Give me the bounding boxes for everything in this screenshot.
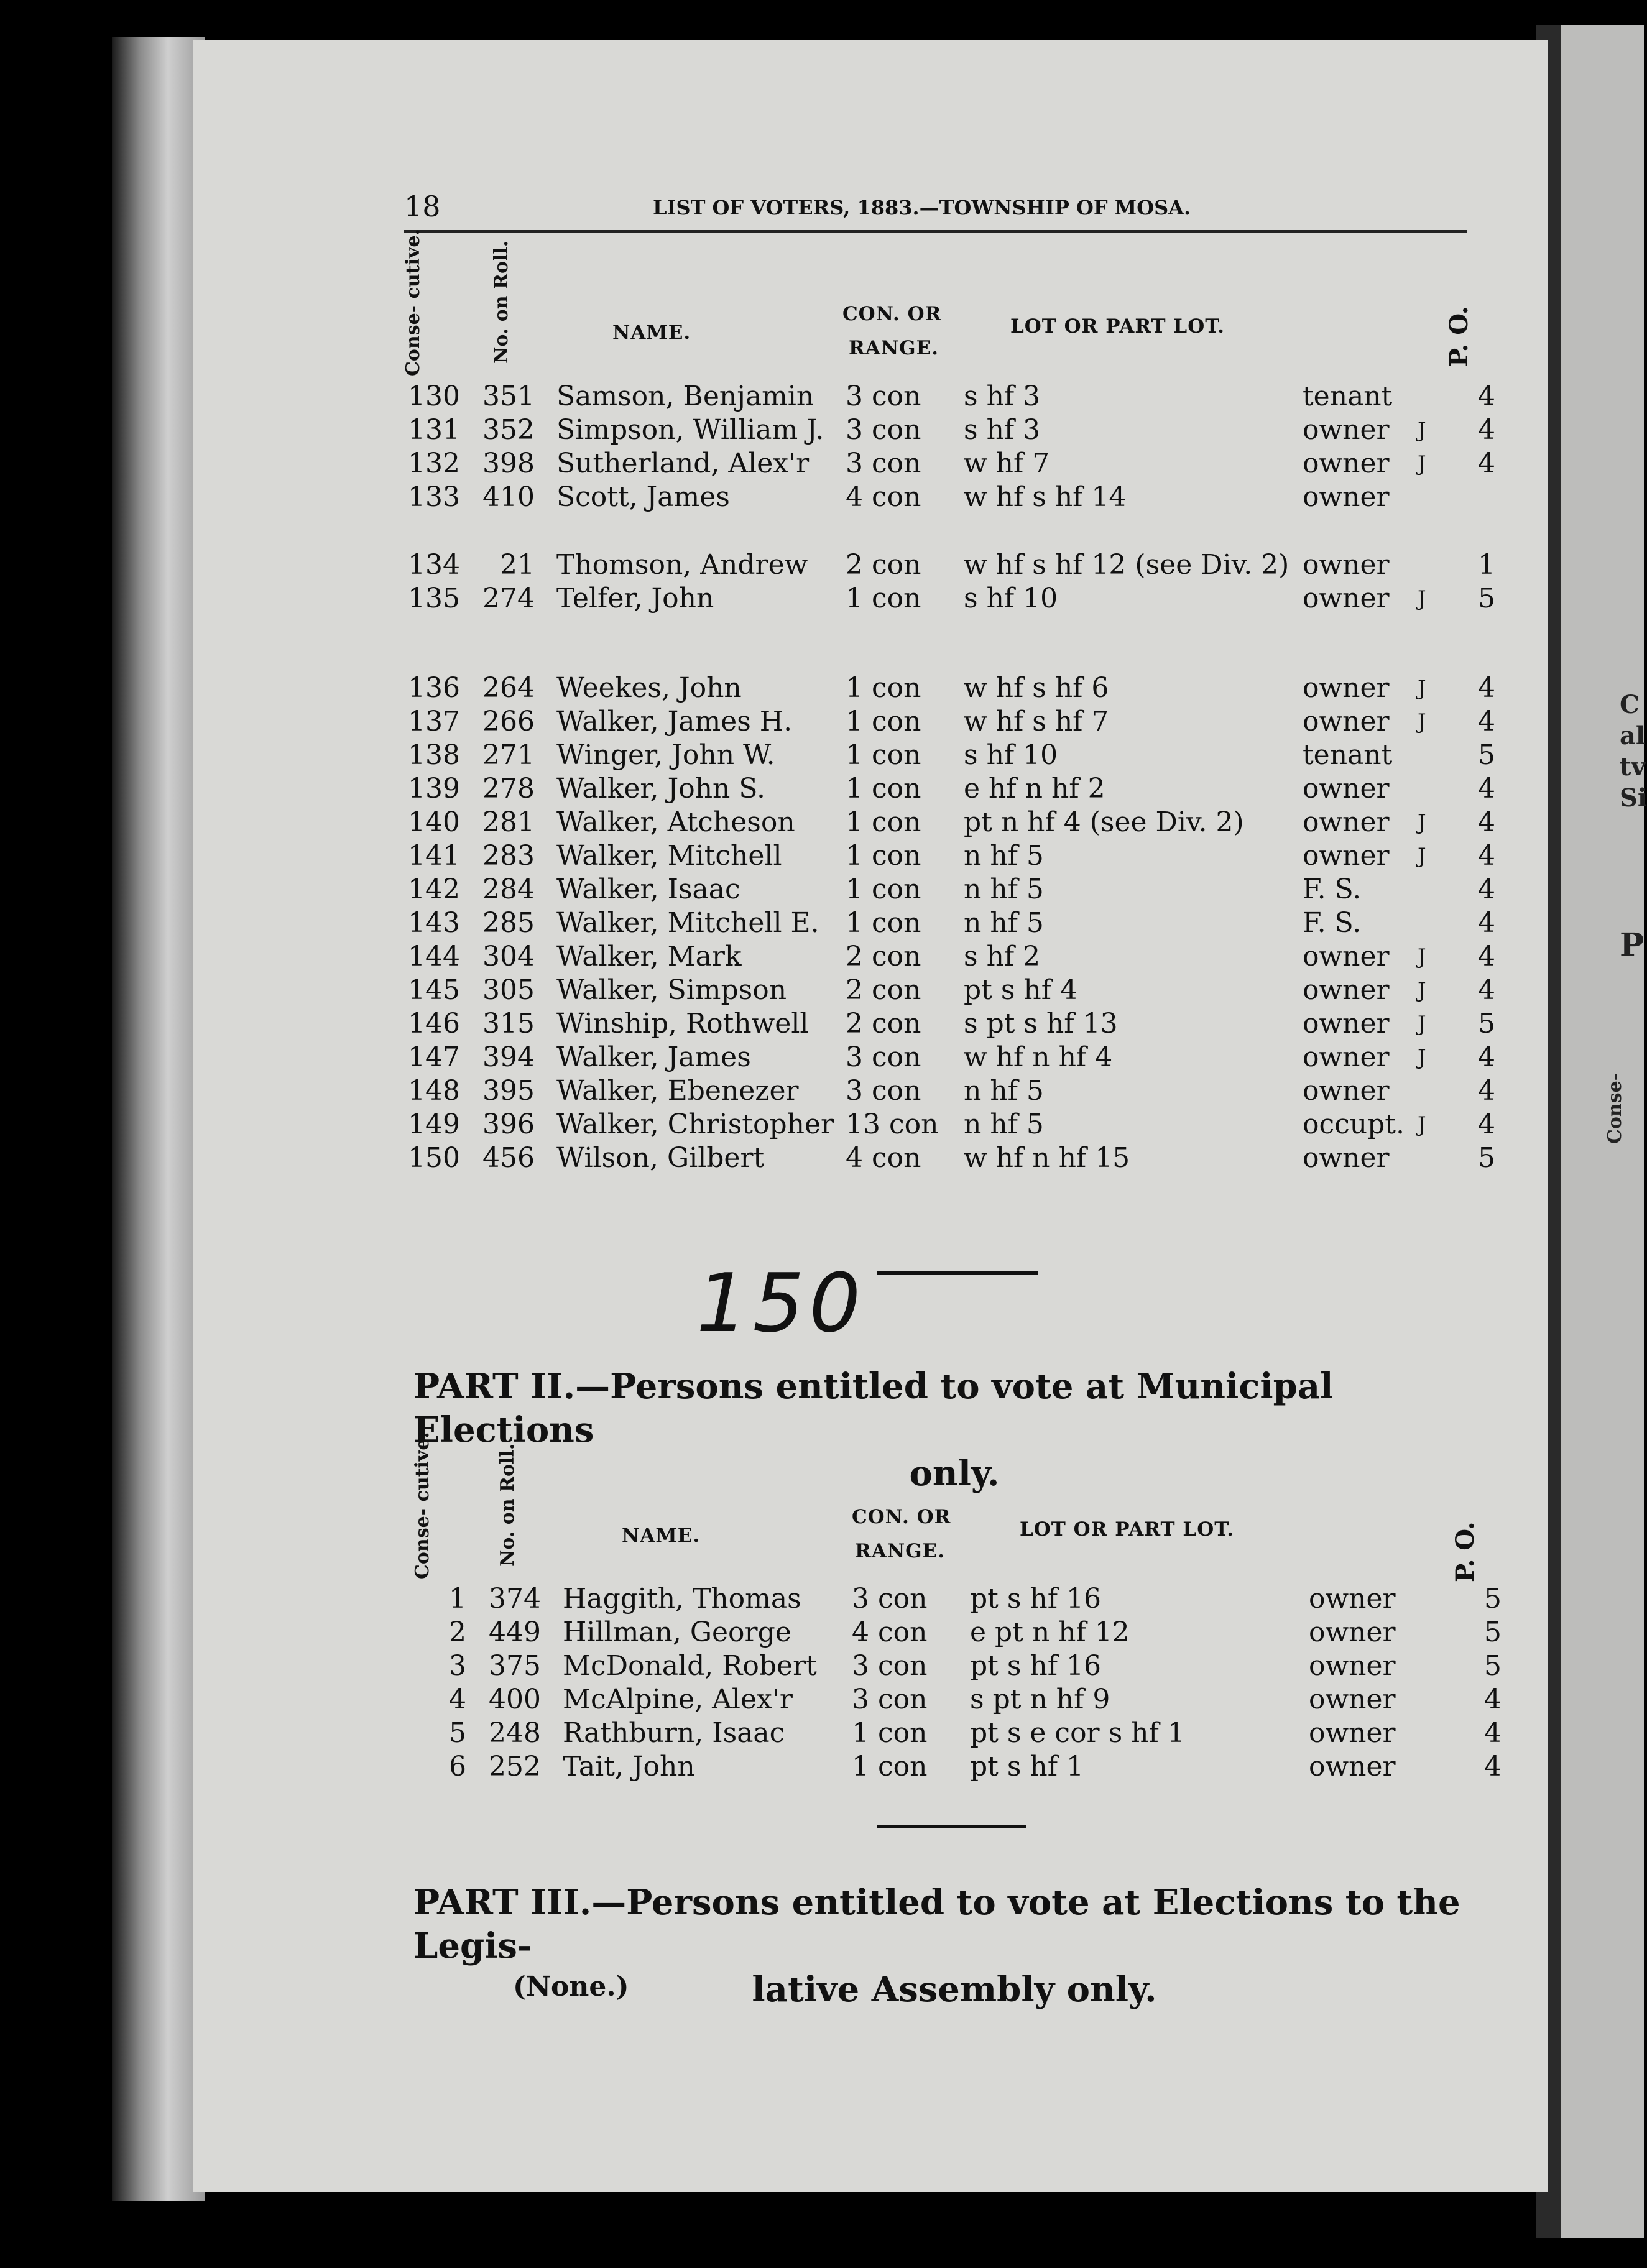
row-roll-number: 374	[489, 1583, 541, 1615]
row-status: owner	[1303, 941, 1390, 972]
row-post-office: 4	[1478, 874, 1495, 905]
row-roll-number: 456	[482, 1142, 535, 1174]
row-consecutive: 3	[449, 1650, 466, 1682]
row-status: owner	[1303, 1142, 1390, 1174]
row-post-office: 4	[1478, 907, 1495, 939]
row-con: 3 con	[846, 414, 921, 446]
row-status: tenant	[1303, 739, 1393, 771]
part3-none-note: (None.)	[513, 1971, 629, 2003]
row-juror-mark: J	[1418, 1112, 1426, 1137]
row-juror-mark: J	[1418, 978, 1426, 1003]
row-con: 13 con	[846, 1109, 939, 1140]
row-post-office: 5	[1478, 1008, 1495, 1040]
row-con: 3 con	[846, 380, 921, 412]
column-header-lot: LOT OR PART LOT.	[1010, 315, 1225, 338]
row-consecutive: 142	[408, 874, 460, 905]
row-consecutive: 136	[408, 672, 460, 704]
row-con: 1 con	[846, 806, 921, 838]
row-lot: e hf n hf 2	[964, 773, 1105, 804]
column-header-lot: LOT OR PART LOT.	[1020, 1518, 1235, 1541]
row-con: 4 con	[852, 1616, 928, 1648]
row-post-office: 5	[1478, 1142, 1495, 1174]
row-status: owner	[1303, 840, 1390, 872]
row-name: Sutherland, Alex'r	[556, 448, 810, 479]
page-number: 18	[404, 190, 441, 223]
row-post-office: 4	[1478, 1109, 1495, 1140]
row-name: Scott, James	[556, 481, 730, 513]
row-juror-mark: J	[1418, 709, 1426, 734]
row-lot: pt n hf 4 (see Div. 2)	[964, 806, 1244, 838]
row-roll-number: 21	[500, 549, 535, 581]
row-juror-mark: J	[1418, 810, 1426, 835]
row-roll-number: 396	[482, 1109, 535, 1140]
row-post-office: 5	[1478, 739, 1495, 771]
row-status: owner	[1309, 1684, 1396, 1715]
column-header-range: RANGE.	[849, 337, 939, 359]
row-consecutive: 141	[408, 840, 460, 872]
row-post-office: 4	[1478, 672, 1495, 704]
column-header-po: P. O.	[1444, 306, 1474, 367]
row-lot: n hf 5	[964, 1075, 1044, 1107]
separator-dash	[877, 1825, 1026, 1828]
row-roll-number: 285	[482, 907, 535, 939]
column-header-roll: No. on Roll.	[491, 240, 512, 364]
row-status: owner	[1303, 549, 1390, 581]
header-rule	[404, 230, 1467, 233]
adjacent-fragment: al	[1620, 721, 1646, 750]
row-con: 2 con	[846, 1008, 921, 1040]
row-name: Walker, Isaac	[556, 874, 740, 905]
row-roll-number: 278	[482, 773, 535, 804]
row-consecutive: 6	[449, 1751, 466, 1782]
row-consecutive: 132	[408, 448, 460, 479]
row-con: 3 con	[846, 1041, 921, 1073]
row-name: Weekes, John	[556, 672, 742, 704]
row-roll-number: 248	[489, 1717, 541, 1749]
row-con: 4 con	[846, 1142, 921, 1174]
row-name: Thomson, Andrew	[556, 549, 808, 581]
row-consecutive: 135	[408, 583, 460, 614]
row-name: Walker, James	[556, 1041, 751, 1073]
row-post-office: 4	[1478, 706, 1495, 737]
row-name: Walker, Mitchell E.	[556, 907, 819, 939]
row-con: 1 con	[852, 1751, 928, 1782]
row-name: Walker, John S.	[556, 773, 765, 804]
row-consecutive: 130	[408, 380, 460, 412]
row-roll-number: 352	[482, 414, 535, 446]
row-name: McAlpine, Alex'r	[563, 1684, 793, 1715]
row-lot: e pt n hf 12	[970, 1616, 1130, 1648]
row-con: 1 con	[846, 874, 921, 905]
row-roll-number: 375	[489, 1650, 541, 1682]
row-juror-mark: J	[1418, 586, 1426, 611]
row-roll-number: 271	[482, 739, 535, 771]
row-post-office: 4	[1478, 941, 1495, 972]
row-status: owner	[1309, 1717, 1396, 1749]
row-status: owner	[1303, 773, 1390, 804]
column-header-con: CON. OR	[842, 303, 942, 325]
row-name: Walker, Ebenezer	[556, 1075, 799, 1107]
row-status: owner	[1309, 1583, 1396, 1615]
row-name: Winger, John W.	[556, 739, 775, 771]
row-con: 3 con	[852, 1583, 928, 1615]
row-name: Wilson, Gilbert	[556, 1142, 765, 1174]
row-name: Rathburn, Isaac	[563, 1717, 785, 1749]
row-lot: s hf 10	[964, 739, 1058, 771]
row-lot: w hf n hf 15	[964, 1142, 1130, 1174]
row-con: 1 con	[846, 840, 921, 872]
column-header-name: NAME.	[612, 321, 691, 344]
row-name: Walker, Mitchell	[556, 840, 782, 872]
row-post-office: 4	[1478, 840, 1495, 872]
row-roll-number: 284	[482, 874, 535, 905]
row-con: 1 con	[846, 583, 921, 614]
row-con: 4 con	[846, 481, 921, 513]
row-name: Walker, Simpson	[556, 974, 787, 1006]
row-status: owner	[1303, 1075, 1390, 1107]
row-consecutive: 137	[408, 706, 460, 737]
row-consecutive: 145	[408, 974, 460, 1006]
row-juror-mark: J	[1418, 844, 1426, 869]
row-lot: w hf 7	[964, 448, 1050, 479]
row-status: owner	[1303, 1008, 1390, 1040]
row-con: 1 con	[846, 672, 921, 704]
row-juror-mark: J	[1418, 451, 1426, 476]
column-header-roll: No. on Roll.	[497, 1443, 519, 1567]
row-roll-number: 449	[489, 1616, 541, 1648]
row-consecutive: 133	[408, 481, 460, 513]
column-header-con: CON. OR	[852, 1506, 951, 1528]
row-name: Walker, James H.	[556, 706, 793, 737]
row-roll-number: 305	[482, 974, 535, 1006]
row-post-office: 4	[1478, 806, 1495, 838]
row-status: owner	[1303, 481, 1390, 513]
row-roll-number: 304	[482, 941, 535, 972]
row-consecutive: 146	[408, 1008, 460, 1040]
row-con: 1 con	[846, 773, 921, 804]
column-header-range: RANGE.	[855, 1540, 946, 1562]
row-post-office: 1	[1478, 549, 1495, 581]
row-roll-number: 264	[482, 672, 535, 704]
row-lot: s hf 3	[964, 414, 1041, 446]
row-juror-mark: J	[1418, 1012, 1426, 1036]
row-consecutive: 140	[408, 806, 460, 838]
row-name: Haggith, Thomas	[563, 1583, 801, 1615]
row-post-office: 4	[1478, 1041, 1495, 1073]
row-consecutive: 131	[408, 414, 460, 446]
book-page-edge	[112, 37, 205, 2201]
row-con: 3 con	[846, 448, 921, 479]
row-roll-number: 351	[482, 380, 535, 412]
row-lot: pt s hf 1	[970, 1751, 1084, 1782]
row-post-office: 4	[1484, 1684, 1502, 1715]
row-post-office: 4	[1478, 773, 1495, 804]
row-con: 2 con	[846, 941, 921, 972]
row-lot: pt s e cor s hf 1	[970, 1717, 1185, 1749]
row-juror-mark: J	[1418, 1045, 1426, 1070]
row-roll-number: 400	[489, 1684, 541, 1715]
row-post-office: 4	[1478, 448, 1495, 479]
row-roll-number: 281	[482, 806, 535, 838]
row-status: owner	[1303, 414, 1390, 446]
row-status: owner	[1309, 1751, 1396, 1782]
row-consecutive: 2	[449, 1616, 466, 1648]
row-roll-number: 395	[482, 1075, 535, 1107]
row-con: 3 con	[846, 1075, 921, 1107]
row-consecutive: 134	[408, 549, 460, 581]
row-lot: w hf s hf 7	[964, 706, 1109, 737]
row-consecutive: 5	[449, 1717, 466, 1749]
row-name: McDonald, Robert	[563, 1650, 817, 1682]
row-lot: s pt s hf 13	[964, 1008, 1118, 1040]
row-status: owner	[1303, 806, 1390, 838]
row-name: Walker, Atcheson	[556, 806, 795, 838]
row-lot: w hf s hf 12 (see Div. 2)	[964, 549, 1289, 581]
row-lot: pt s hf 16	[970, 1583, 1101, 1615]
row-roll-number: 398	[482, 448, 535, 479]
row-lot: w hf s hf 6	[964, 672, 1109, 704]
row-post-office: 4	[1478, 414, 1495, 446]
adjacent-fragment: tv	[1620, 752, 1646, 781]
row-status: owner	[1303, 1041, 1390, 1073]
row-consecutive: 4	[449, 1684, 466, 1715]
row-roll-number: 315	[482, 1008, 535, 1040]
row-status: owner	[1303, 672, 1390, 704]
row-name: Tait, John	[563, 1751, 695, 1782]
row-con: 1 con	[846, 739, 921, 771]
row-status: owner	[1303, 448, 1390, 479]
row-juror-mark: J	[1418, 944, 1426, 969]
row-juror-mark: J	[1418, 418, 1426, 443]
row-juror-mark: J	[1418, 676, 1426, 701]
adjacent-fragment: P	[1620, 926, 1645, 964]
row-roll-number: 410	[482, 481, 535, 513]
adjacent-fragment: Conse-	[1604, 1072, 1626, 1144]
part3-title-line2: lative Assembly only.	[752, 1969, 1157, 2010]
row-consecutive: 144	[408, 941, 460, 972]
row-post-office: 5	[1478, 583, 1495, 614]
row-name: Winship, Rothwell	[556, 1008, 809, 1040]
row-consecutive: 148	[408, 1075, 460, 1107]
row-con: 3 con	[852, 1650, 928, 1682]
column-header-po: P. O.	[1451, 1521, 1480, 1582]
row-status: F. S.	[1303, 907, 1362, 939]
row-lot: s hf 3	[964, 380, 1041, 412]
page-title: LIST OF VOTERS, 1883.—TOWNSHIP OF MOSA.	[653, 196, 1191, 219]
row-lot: s hf 10	[964, 583, 1058, 614]
row-post-office: 5	[1484, 1650, 1502, 1682]
row-post-office: 4	[1478, 1075, 1495, 1107]
row-lot: pt s hf 4	[964, 974, 1078, 1006]
row-lot: s pt n hf 9	[970, 1684, 1110, 1715]
row-post-office: 4	[1484, 1751, 1502, 1782]
part2-title	[413, 1365, 1495, 1495]
column-header-consecutive: Conse- cutive.	[412, 1432, 433, 1579]
row-consecutive: 1	[449, 1583, 466, 1615]
row-lot: s hf 2	[964, 941, 1041, 972]
row-con: 2 con	[846, 549, 921, 581]
row-lot: w hf n hf 4	[964, 1041, 1113, 1073]
row-consecutive: 139	[408, 773, 460, 804]
adjacent-page	[1561, 25, 1647, 2238]
row-status: owner	[1303, 974, 1390, 1006]
row-con: 2 con	[846, 974, 921, 1006]
row-name: Hillman, George	[563, 1616, 791, 1648]
row-name: Walker, Mark	[556, 941, 742, 972]
row-post-office: 4	[1478, 974, 1495, 1006]
row-post-office: 4	[1478, 380, 1495, 412]
row-roll-number: 283	[482, 840, 535, 872]
row-lot: n hf 5	[964, 1109, 1044, 1140]
row-lot: n hf 5	[964, 907, 1044, 939]
row-post-office: 5	[1484, 1583, 1502, 1615]
row-lot: n hf 5	[964, 874, 1044, 905]
row-status: owner	[1303, 583, 1390, 614]
row-con: 1 con	[846, 907, 921, 939]
row-status: tenant	[1303, 380, 1393, 412]
row-con: 1 con	[846, 706, 921, 737]
row-name: Walker, Christopher	[556, 1109, 834, 1140]
row-name: Telfer, John	[556, 583, 714, 614]
row-roll-number: 394	[482, 1041, 535, 1073]
row-status: owner	[1303, 706, 1390, 737]
row-con: 3 con	[852, 1684, 928, 1715]
row-name: Simpson, William J.	[556, 414, 824, 446]
column-header-name: NAME.	[622, 1524, 701, 1547]
part3-title-line1: PART III.—Persons entitled to vote at Elections to the Legis-	[413, 1882, 1460, 1966]
row-consecutive: 143	[408, 907, 460, 939]
row-roll-number: 252	[489, 1751, 541, 1782]
row-roll-number: 266	[482, 706, 535, 737]
row-roll-number: 274	[482, 583, 535, 614]
row-lot: w hf s hf 14	[964, 481, 1127, 513]
adjacent-fragment: C	[1620, 690, 1640, 719]
row-status: owner	[1309, 1616, 1396, 1648]
row-lot: n hf 5	[964, 840, 1044, 872]
row-consecutive: 150	[408, 1142, 460, 1174]
part2-title-line1: PART II.—Persons entitled to vote at Municipal Elections	[413, 1366, 1334, 1450]
column-header-consecutive: Conse- cutive.	[402, 229, 424, 376]
row-name: Samson, Benjamin	[556, 380, 814, 412]
row-consecutive: 147	[408, 1041, 460, 1073]
row-status: occupt.	[1303, 1109, 1405, 1140]
row-con: 1 con	[852, 1717, 928, 1749]
row-consecutive: 149	[408, 1109, 460, 1140]
adjacent-fragment: Si	[1620, 783, 1647, 813]
row-status: F. S.	[1303, 874, 1362, 905]
row-lot: pt s hf 16	[970, 1650, 1101, 1682]
row-post-office: 4	[1484, 1717, 1502, 1749]
part2-title-line2: only.	[909, 1453, 1000, 1494]
separator-dash	[877, 1271, 1038, 1275]
row-status: owner	[1309, 1650, 1396, 1682]
row-post-office: 5	[1484, 1616, 1502, 1648]
row-consecutive: 138	[408, 739, 460, 771]
handwritten-total: 150	[696, 1256, 866, 1350]
